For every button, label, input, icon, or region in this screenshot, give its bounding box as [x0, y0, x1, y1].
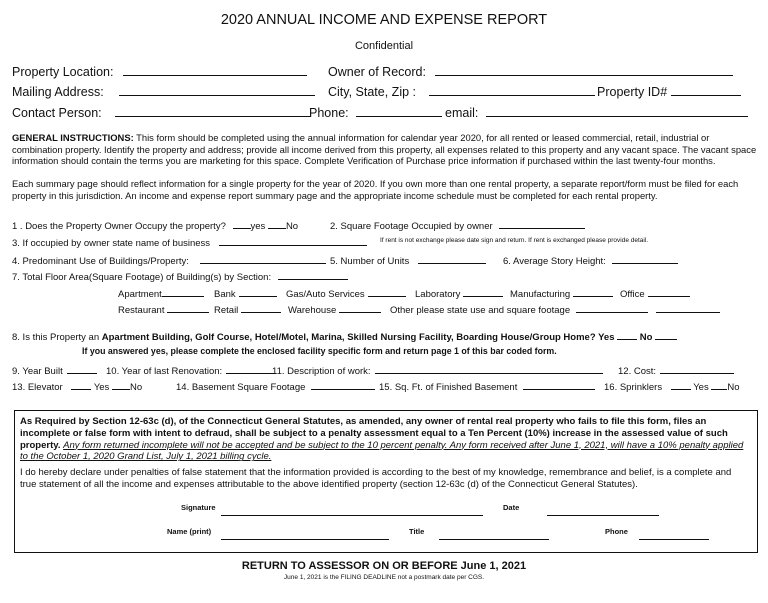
- use-bank-field[interactable]: [239, 285, 277, 297]
- instructions-heading: GENERAL INSTRUCTIONS:: [12, 132, 134, 143]
- use-manufacturing: Manufacturing: [510, 285, 613, 301]
- q8-note: If you answered yes, please complete the enclosed facility specific form and return page 1 of this bar coded form.: [82, 346, 557, 356]
- phone-sign-label: Phone: [605, 527, 628, 536]
- q1-yes-label: yes: [250, 221, 266, 232]
- use-gas-auto-field[interactable]: [368, 285, 406, 297]
- use-retail: Retail: [214, 301, 281, 317]
- city-state-zip-field[interactable]: [429, 84, 595, 96]
- q16-row: 16. Sprinklers Yes No: [604, 378, 740, 394]
- contact-person-label: Contact Person:: [12, 106, 102, 120]
- property-location-field[interactable]: [123, 64, 307, 76]
- email-label: email:: [445, 106, 479, 120]
- q1-no-label: No: [285, 221, 299, 232]
- q11-field[interactable]: [375, 362, 603, 374]
- q14-row: 14. Basement Square Footage: [176, 378, 375, 394]
- name-print-field[interactable]: [221, 538, 389, 540]
- q7-field[interactable]: [278, 268, 348, 280]
- owner-of-record-label: Owner of Record:: [328, 65, 426, 79]
- phone-label: Phone:: [309, 106, 349, 120]
- q10-field[interactable]: [226, 362, 276, 374]
- q13-yes-field[interactable]: [71, 378, 91, 390]
- title-field[interactable]: [439, 538, 549, 540]
- mailing-address-field[interactable]: [119, 84, 315, 96]
- email-field[interactable]: [486, 105, 748, 117]
- q8-no-field[interactable]: [655, 328, 677, 340]
- q5-label: 5. Number of Units: [330, 256, 410, 267]
- property-location-label: Property Location:: [12, 65, 114, 79]
- q11-row: 11. Description of work:: [272, 362, 603, 378]
- q6-field[interactable]: [612, 252, 678, 264]
- q2-row: [330, 217, 585, 233]
- title-label: Title: [409, 527, 425, 536]
- property-id-field[interactable]: [671, 84, 741, 96]
- use-gas-auto: Gas/Auto Services: [286, 285, 406, 301]
- phone-field[interactable]: [356, 105, 442, 117]
- use-warehouse: Warehouse: [288, 301, 381, 317]
- q16-no-field[interactable]: [711, 378, 727, 390]
- legal-declaration: I do hereby declare under penalties of false statement that the information provided is according to the best of my knowledge, remembrance and belief, is a complete and true statement of all the income and expenses attributable to the above identified property (section 12-63c (d) of the Connecticut General Statutes).: [20, 467, 732, 490]
- general-instructions: [12, 132, 757, 167]
- legal-penalty-text: [20, 416, 750, 463]
- legal-box: [14, 410, 758, 553]
- owner-of-record-field[interactable]: [435, 64, 733, 76]
- confidential-label: Confidential: [354, 40, 414, 52]
- q16-yes-field[interactable]: [671, 378, 691, 390]
- q8-yes-field[interactable]: [617, 328, 637, 340]
- use-bank: Bank: [214, 285, 277, 301]
- signature-label: Signature: [181, 503, 216, 512]
- q1-row: [12, 217, 298, 233]
- q9-row: 9. Year Built: [12, 362, 97, 378]
- q14-field[interactable]: [311, 378, 375, 390]
- return-to-assessor: RETURN TO ASSESSOR ON OR BEFORE June 1, 2021: [241, 560, 527, 572]
- contact-person-row: [12, 105, 311, 120]
- q8-pre: 8. Is this Property an: [12, 332, 100, 343]
- use-other-field-2[interactable]: [656, 301, 720, 313]
- q3-field[interactable]: [219, 234, 367, 246]
- q2-label: 2. Square Footage Occupied by owner: [330, 221, 493, 232]
- q8-no-label: No: [639, 332, 653, 343]
- q1-no-field[interactable]: [268, 217, 286, 229]
- use-laboratory: Laboratory: [415, 285, 503, 301]
- mailing-address-label: Mailing Address:: [12, 85, 104, 99]
- legal-bold: As Required by Section 12-63c (d), of the Connecticut General Statutes, as amended, any owner of rental real property who fails to file this form, files an incomplete or false form with intent to defraud, shall be subject to a penalty assessment equal to a Ten Percent (10%) increase in the assessed value of such property.: [20, 416, 728, 451]
- q12-row: 12. Cost:: [618, 362, 734, 378]
- property-location-row: [12, 64, 307, 79]
- date-field[interactable]: [547, 514, 659, 516]
- city-state-zip-row: [328, 84, 595, 99]
- q3-label: 3. If occupied by owner state name of business: [12, 238, 211, 249]
- legal-italic: Any form returned incomplete will not be accepted and be subject to the 10 percent penalty. Any form received after June 1, 2021, will have a 10% penalty applied to the October 1, 2020 Grand List, July 1, 2021 billing cycle.: [20, 439, 744, 463]
- use-retail-field[interactable]: [241, 301, 281, 313]
- use-apartment: Apartment: [118, 285, 204, 301]
- use-other: Other please state use and square footage: [390, 301, 720, 317]
- date-label: Date: [503, 503, 520, 512]
- q8-row: [12, 328, 677, 344]
- contact-person-field[interactable]: [115, 105, 311, 117]
- q3-row: [12, 234, 367, 250]
- use-apartment-field[interactable]: [162, 285, 204, 297]
- use-laboratory-field[interactable]: [463, 285, 503, 297]
- q7-row: [12, 268, 348, 284]
- q3-note: If rent is not exchange please date sign and return. If rent is exchanged please provide detail.: [380, 237, 649, 244]
- q15-field[interactable]: [523, 378, 595, 390]
- city-state-zip-label: City, State, Zip :: [328, 85, 416, 99]
- owner-of-record-row: [328, 64, 733, 79]
- use-warehouse-field[interactable]: [339, 301, 381, 313]
- q4-row: [12, 252, 326, 268]
- q1-yes-field[interactable]: [233, 217, 251, 229]
- q6-label: 6. Average Story Height:: [503, 256, 606, 267]
- use-other-field-1[interactable]: [576, 301, 648, 313]
- q12-field[interactable]: [660, 362, 734, 374]
- q4-field[interactable]: [200, 252, 326, 264]
- mailing-address-row: [12, 84, 315, 99]
- filing-deadline-note: June 1, 2021 is the FILING DEADLINE not a postmark date per CGS.: [283, 574, 485, 581]
- property-id-row: [597, 84, 741, 99]
- name-print-label: Name (print): [167, 527, 212, 536]
- phone-sign-field[interactable]: [639, 538, 709, 540]
- q13-no-field[interactable]: [112, 378, 130, 390]
- q8-bold: Apartment Building, Golf Course, Hotel/Motel, Marina, Skilled Nursing Facility, Boarding House/Group Home? Yes: [101, 332, 615, 343]
- q2-field[interactable]: [499, 217, 585, 229]
- use-restaurant: Restaurant: [118, 301, 209, 317]
- q5-row: [330, 252, 486, 268]
- use-restaurant-field[interactable]: [167, 301, 209, 313]
- q9-field[interactable]: [67, 362, 97, 374]
- use-office: Office: [620, 285, 690, 301]
- use-office-field[interactable]: [648, 285, 690, 297]
- signature-field[interactable]: [221, 514, 483, 516]
- instructions-para2: Each summary page should reflect information for a single property for the year of 2020. If you own more than one rental property, a separate report/form must be filed for each property in this jurisdiction. An income and expense report summary page and the appropriate income schedule must be completed for each rental property.: [12, 178, 739, 201]
- q10-row: 10. Year of last Renovation:: [106, 362, 276, 378]
- q7-label: 7. Total Floor Area(Square Footage) of Building(s) by Section:: [12, 272, 272, 283]
- email-row: [445, 105, 748, 120]
- q15-row: 15. Sq. Ft. of Finished Basement: [379, 378, 595, 394]
- property-id-label: Property ID#: [597, 85, 668, 99]
- q13-row: 13. Elevator Yes No: [12, 378, 142, 394]
- use-manufacturing-field[interactable]: [573, 285, 613, 297]
- q6-row: [503, 252, 678, 268]
- instructions-para1: This form should be completed using the annual information for calendar year 2020, for all rented or leased commercial, retail, industrial or combination property. Identify the property and address; provide all income derived from this property, all expenses related to this property and any vacant space. The vacant space information should contain the terms you are marketing for this space. Complete Verification of Purchase price information if purchased within the last twenty-four months.: [12, 132, 757, 166]
- q1-label: 1 . Does the Property Owner Occupy the property?: [12, 221, 226, 232]
- q5-field[interactable]: [418, 252, 486, 264]
- page-title: 2020 ANNUAL INCOME AND EXPENSE REPORT: [220, 12, 548, 28]
- phone-row: [309, 105, 442, 120]
- q4-label: 4. Predominant Use of Buildings/Property:: [12, 256, 189, 267]
